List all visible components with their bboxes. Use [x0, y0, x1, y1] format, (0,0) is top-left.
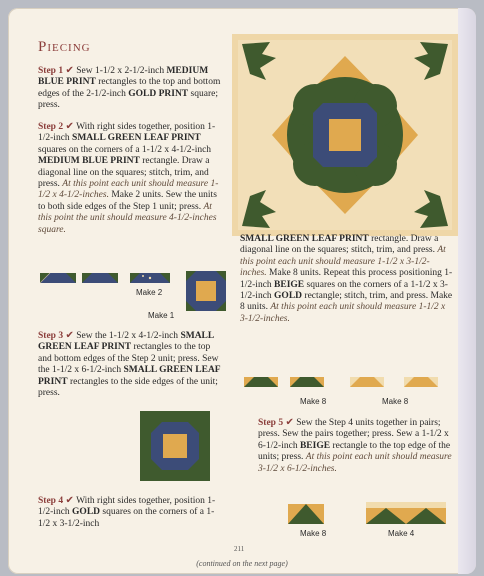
- step5-label: Step 5: [258, 418, 284, 428]
- step1-paragraph: Step 1 ✔ Sew 1-1/2 x 2-1/2-inch MEDIUM BLUE PRINT rectangles to the top and bottom edges of the 2-1/2-inch GOLD PRINT square; press.: [38, 65, 221, 111]
- step2-paragraph: Step 2 ✔ With right sides together, position 1-1/2-inch SMALL GREEN LEAF PRINT squares on the corners of a 1-1/2 x 4-1/2-inch MEDIUM BLUE PRINT rectangle. Draw a diagonal line on the squares; stitch, trim, and press. At this point each unit should measure 1-1/2 x 4-1/2-inches. Make 2 units. Sew the units to both side edges of the Step 1 unit; press. At this point the unit should measure 4-1/2-inches square.: [38, 121, 219, 235]
- make1-caption: Make 1: [148, 311, 175, 320]
- step5-diagrams: [288, 500, 448, 528]
- step2-make1-block: [186, 271, 226, 311]
- step4-label: Step 4: [38, 496, 64, 506]
- step4-paragraph-start: Step 4 ✔ With right sides together, position 1-1/2-inch GOLD squares on the corners of a 1-1/2 x 3-1/2-inch: [38, 495, 216, 529]
- continued-footer: (continued on the next page): [196, 559, 288, 568]
- step2-strip-diagram: [40, 271, 120, 287]
- step5-make8-caption: Make 8: [300, 529, 327, 538]
- step3-label: Step 3: [38, 331, 64, 341]
- step4-paragraph-continued: SMALL GREEN LEAF PRINT rectangle. Draw a diagonal line on the squares; stitch, trim, and press. At this point each unit should measure 1-1/2 x 3-1/2-inches. Make 8 units. Repeat this process positioning 1-1/2-inch BEIGE squares on the corners of a 1-1/2 x 3-1/2-inch GOLD rectangle; stitch, trim, and press. Make 8 units. At this point each unit should measure 1-1/2 x 3-1/2-inches.: [240, 234, 453, 324]
- section-heading: Piecing: [38, 39, 91, 55]
- step4-diagrams: [244, 375, 456, 391]
- page-edge-strip: [458, 8, 476, 574]
- checkmark-icon: ✔: [65, 65, 74, 76]
- checkmark-icon: ✔: [65, 330, 74, 341]
- step5-make4-caption: Make 4: [388, 529, 415, 538]
- checkmark-icon: ✔: [65, 495, 74, 506]
- step2-make2-diagram: [128, 271, 172, 287]
- book-page: [8, 8, 476, 574]
- step5-paragraph: Step 5 ✔ Sew the Step 4 units together in pairs; press. Sew the pairs together; press. Sew a 1-1/2 x 6-1/2-inch BEIGE rectangle to the top edge of the units; press. At this point each unit should measure 3-1/2 x 6-1/2-inches.: [258, 417, 452, 474]
- step4-make8-caption-b: Make 8: [382, 397, 409, 406]
- make2-caption: Make 2: [136, 288, 163, 297]
- step2-label: Step 2: [38, 122, 64, 132]
- step4-make8-caption-a: Make 8: [300, 397, 327, 406]
- page-number: 211: [234, 545, 245, 553]
- checkmark-icon: ✔: [285, 417, 294, 428]
- finished-block-illustration: [232, 34, 458, 236]
- step3-paragraph: Step 3 ✔ Sew the 1-1/2 x 4-1/2-inch SMALL GREEN LEAF PRINT rectangles to the top and bottom edges of the Step 2 unit; press. Sew the 1-1/2 x 6-1/2-inch SMALL GREEN LEAF PRINT rectangles to the side edges of the unit; press.: [38, 330, 221, 399]
- step3-block: [140, 411, 210, 481]
- step1-label: Step 1: [38, 66, 64, 76]
- checkmark-icon: ✔: [65, 121, 74, 132]
